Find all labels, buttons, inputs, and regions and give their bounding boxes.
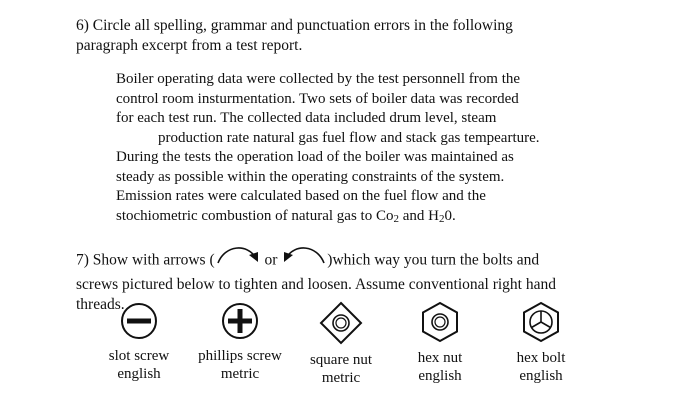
paragraph-line-7: Emission rates were calculated based on the fuel flow and the	[116, 188, 486, 204]
hex-bolt-name: hex bolt	[516, 350, 566, 366]
slot-screw-name: slot screw	[108, 348, 170, 364]
hex-bolt-icon	[521, 301, 561, 343]
question-7-line-2: screws pictured below to tighten and loosen. Assume conventional right hand	[76, 276, 556, 293]
or-label: or	[264, 251, 278, 269]
slot-screw-type: english	[117, 366, 161, 382]
square-nut-figure	[286, 301, 396, 387]
paragraph-line-3: for each test run. The collected data included drum level, steam	[116, 110, 497, 126]
question-6-line-1: 6) Circle all spelling, grammar and punctuation errors in the following	[76, 17, 513, 34]
question-7-line-1-part-2: )which way you turn the bolts and	[327, 251, 540, 269]
square-nut-type: metric	[321, 370, 361, 386]
question-7-line-3: threads.	[76, 296, 125, 313]
question-6	[76, 16, 676, 56]
question-7-line-1-part-1: 7) Show with arrows (	[76, 251, 215, 269]
paragraph-line-8	[116, 207, 676, 228]
slot-screw-icon	[119, 301, 159, 341]
slot-screw-figure	[84, 301, 194, 383]
paragraph-line-8-part-2: and H	[398, 207, 439, 224]
h2o-subscript: 2	[438, 212, 445, 225]
report-paragraph	[116, 70, 676, 227]
square-nut-icon	[319, 301, 363, 345]
square-nut-name: square nut	[309, 352, 373, 368]
phillips-screw-type: metric	[220, 366, 260, 382]
hex-nut-figure	[385, 301, 495, 385]
paragraph-line-6: steady as possible within the operating constraints of the system.	[116, 168, 505, 185]
paragraph-line-4: production rate natural gas fuel flow and stack gas tempearture.	[158, 129, 540, 146]
hex-bolt-figure	[486, 301, 596, 385]
question-6-line-2: paragraph excerpt from a test report.	[76, 37, 303, 54]
counterclockwise-arrow-icon	[281, 243, 327, 271]
paragraph-line-2: control room insturmentation. Two sets of boiler data was recorded	[116, 90, 519, 107]
clockwise-arrow-icon	[215, 243, 261, 271]
co2-subscript: 2	[393, 212, 399, 225]
hex-bolt-type: english	[519, 368, 563, 384]
paragraph-line-5: During the tests the operation load of the boiler was maintained as	[116, 149, 514, 165]
phillips-screw-figure	[185, 301, 295, 383]
paragraph-line-8-part-3: 0.	[444, 207, 456, 224]
paragraph-line-8-part-1: stochiometric combustion of natural gas to Co	[116, 207, 394, 224]
hex-nut-icon	[420, 301, 460, 343]
hex-nut-name: hex nut	[417, 350, 463, 366]
question-7-line-1	[76, 247, 686, 275]
phillips-screw-icon	[220, 301, 260, 341]
phillips-screw-name: phillips screw	[198, 348, 282, 364]
hex-nut-type: english	[418, 368, 462, 384]
paragraph-line-1: Boiler operating data were collected by the test personnell from the	[116, 71, 521, 87]
